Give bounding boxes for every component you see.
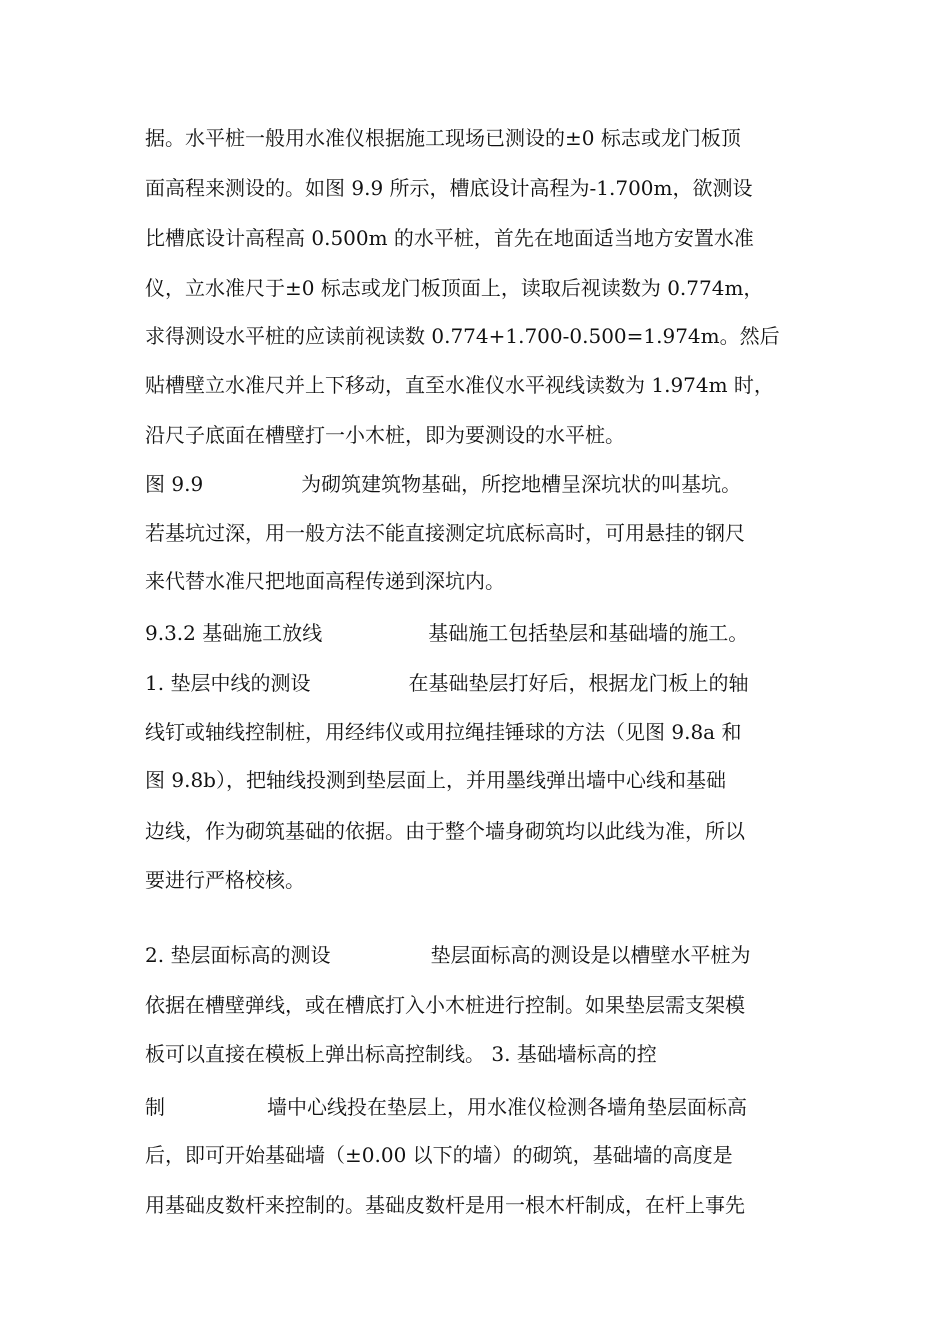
text-line-pit-2: 来代替水准尺把地面高程传递到深坑内。 [145, 569, 505, 593]
text-line-2: 面高程来测设的。如图 9.9 所示，槽底设计高程为-1.700m，欲测设 [145, 176, 753, 200]
section-heading: 9.3.2 基础施工放线 [145, 621, 323, 645]
item-2-text: 垫层面标高的测设是以槽壁水平桩为 [430, 943, 751, 967]
text-line-3: 比槽底设计高程高 0.500m 的水平桩，首先在地面适当地方安置水准 [145, 226, 754, 250]
item-2-line [145, 935, 815, 975]
text-line-item3-2: 用基础皮数杆来控制的。基础皮数杆是用一根木杆制成，在杆上事先 [145, 1193, 745, 1217]
item-1-text: 在基础垫层打好后，根据龙门板上的轴 [408, 671, 749, 695]
figure-9-9-line [145, 464, 815, 504]
text-line-item2-2: 板可以直接在模板上弹出标高控制线。 3. 基础墙标高的控 [145, 1042, 657, 1066]
text-line-item1-1: 线钉或轴线控制桩，用经纬仪或用拉绳挂锤球的方法（见图 9.8a 和 [145, 720, 742, 744]
text-line-5: 求得测设水平桩的应读前视读数 0.774+1.700-0.500=1.974m。然后 [145, 324, 780, 348]
text-line-4: 仪，立水准尺于±0 标志或龙门板顶面上，读取后视读数为 0.774m， [145, 276, 764, 300]
item-2-heading: 2. 垫层面标高的测设 [145, 943, 331, 967]
figure-text: 为砌筑建筑物基础，所挖地槽呈深坑状的叫基坑。 [301, 472, 742, 496]
item-3-text: 墙中心线投在垫层上，用水准仪检测各墙角垫层面标高 [267, 1095, 747, 1119]
item-1-heading: 1. 垫层中线的测设 [145, 671, 311, 695]
figure-label: 图 9.9 [145, 472, 204, 496]
section-text: 基础施工包括垫层和基础墙的施工。 [428, 621, 749, 645]
text-line-item1-3: 边线，作为砌筑基础的依据。由于整个墙身砌筑均以此线为准，所以 [145, 819, 745, 843]
item-3-heading-cont: 制 [145, 1095, 165, 1119]
text-line-6: 贴槽壁立水准尺并上下移动，直至水准仪水平视线读数为 1.974m 时， [145, 373, 774, 397]
text-line-1: 据。水平桩一般用水准仪根据施工现场已测设的±0 标志或龙门板顶 [145, 126, 741, 150]
item-1-line [145, 663, 815, 703]
text-line-item2-1: 依据在槽壁弹线，或在槽底打入小木桩进行控制。如果垫层需支架模 [145, 993, 745, 1017]
item-3-line [145, 1087, 815, 1127]
text-line-pit-1: 若基坑过深，用一般方法不能直接测定坑底标高时，可用悬挂的钢尺 [145, 521, 745, 545]
text-line-item3-1: 后，即可开始基础墙（±0.00 以下的墙）的砌筑，基础墙的高度是 [145, 1143, 733, 1167]
text-line-item1-2: 图 9.8b），把轴线投测到垫层面上，并用墨线弹出墙中心线和基础 [145, 768, 726, 792]
section-9-3-2-line [145, 613, 815, 653]
text-line-item1-4: 要进行严格校核。 [145, 868, 305, 892]
text-line-7: 沿尺子底面在槽壁打一小木桩，即为要测设的水平桩。 [145, 423, 625, 447]
